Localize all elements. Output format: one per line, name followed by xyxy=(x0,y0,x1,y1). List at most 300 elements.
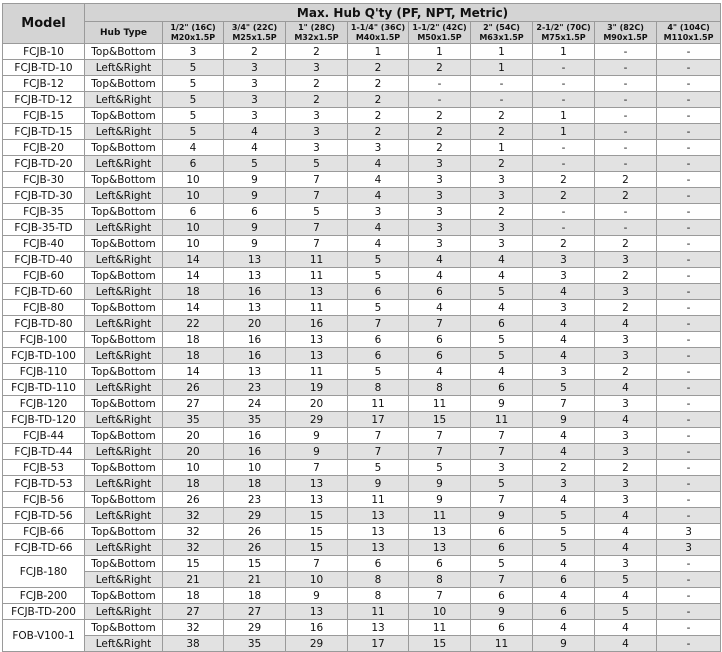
hub-qty-cell: 14 xyxy=(163,300,224,316)
model-name-cell: FCJB-TD-20 xyxy=(3,156,85,172)
hub-qty-cell: 3 xyxy=(595,396,657,412)
hub-qty-cell: 5 xyxy=(595,604,657,620)
hub-qty-cell: 5 xyxy=(286,156,348,172)
hub-qty-cell: - xyxy=(471,76,533,92)
table-row xyxy=(3,556,721,572)
hub-type-cell: Left&Right xyxy=(85,444,163,460)
hub-qty-cell: - xyxy=(595,204,657,220)
hub-qty-cell: 4 xyxy=(471,364,533,380)
hub-qty-cell: 13 xyxy=(348,620,409,636)
hub-qty-cell: 13 xyxy=(286,348,348,364)
hub-qty-cell: 9 xyxy=(348,476,409,492)
size-metric-label: M90x1.5P xyxy=(603,32,648,42)
size-column-header xyxy=(595,22,657,44)
table-row xyxy=(3,428,721,444)
hub-qty-cell: 13 xyxy=(348,508,409,524)
hub-qty-cell: 35 xyxy=(163,412,224,428)
hub-qty-cell: 3 xyxy=(224,92,286,108)
hub-qty-cell: 7 xyxy=(286,188,348,204)
hub-qty-cell: 2 xyxy=(224,44,286,60)
hub-qty-cell: 9 xyxy=(286,428,348,444)
hub-qty-cell: - xyxy=(595,156,657,172)
hub-qty-cell: 5 xyxy=(471,332,533,348)
hub-type-cell: Left&Right xyxy=(85,636,163,652)
hub-qty-cell: 2 xyxy=(471,204,533,220)
hub-qty-cell: 26 xyxy=(163,380,224,396)
hub-qty-cell: 27 xyxy=(163,604,224,620)
hub-qty-cell: - xyxy=(657,620,721,636)
hub-qty-cell: 6 xyxy=(471,380,533,396)
hub-qty-cell: 2 xyxy=(348,108,409,124)
hub-qty-cell: 9 xyxy=(224,188,286,204)
hub-qty-cell: 3 xyxy=(409,172,471,188)
hub-qty-cell: 4 xyxy=(533,332,595,348)
hub-qty-cell: 9 xyxy=(224,172,286,188)
hub-qty-cell: 10 xyxy=(163,236,224,252)
hub-qty-cell: 4 xyxy=(471,268,533,284)
hub-qty-cell: 5 xyxy=(348,460,409,476)
model-name-cell: FCJB-12 xyxy=(3,76,85,92)
hub-qty-cell: 5 xyxy=(533,524,595,540)
table-row xyxy=(3,540,721,556)
hub-qty-cell: 1 xyxy=(471,60,533,76)
hub-qty-cell: 9 xyxy=(533,412,595,428)
hub-type-cell: Left&Right xyxy=(85,380,163,396)
hub-qty-cell: 13 xyxy=(224,268,286,284)
hub-qty-cell: - xyxy=(657,476,721,492)
hub-qty-cell: 14 xyxy=(163,364,224,380)
hub-qty-cell: 20 xyxy=(286,396,348,412)
hub-qty-cell: 20 xyxy=(163,444,224,460)
model-name-cell: FCJB-TD-40 xyxy=(3,252,85,268)
size-column-header xyxy=(657,22,721,44)
hub-qty-cell: 5 xyxy=(348,364,409,380)
table-row xyxy=(3,156,721,172)
hub-qty-cell: - xyxy=(657,92,721,108)
hub-qty-cell: 2 xyxy=(595,364,657,380)
hub-qty-cell: - xyxy=(533,220,595,236)
hub-qty-cell: 19 xyxy=(286,380,348,396)
hub-qty-cell: 4 xyxy=(533,556,595,572)
model-name-cell: FCJB-120 xyxy=(3,396,85,412)
hub-qty-cell: 11 xyxy=(409,620,471,636)
hub-type-cell: Left&Right xyxy=(85,540,163,556)
size-metric-label: M75x1.5P xyxy=(541,32,586,42)
hub-qty-cell: 2 xyxy=(533,460,595,476)
hub-qty-cell: - xyxy=(657,364,721,380)
hub-qty-cell: - xyxy=(595,92,657,108)
hub-qty-cell: 17 xyxy=(348,412,409,428)
hub-qty-cell: 8 xyxy=(348,588,409,604)
hub-qty-cell: - xyxy=(657,284,721,300)
hub-qty-cell: 4 xyxy=(224,140,286,156)
hub-qty-cell: 3 xyxy=(533,476,595,492)
hub-type-cell: Left&Right xyxy=(85,316,163,332)
table-row xyxy=(3,604,721,620)
model-name-cell: FCJB-110 xyxy=(3,364,85,380)
hub-qty-cell: 11 xyxy=(471,636,533,652)
hub-qty-cell: 3 xyxy=(657,524,721,540)
hub-qty-cell: - xyxy=(595,124,657,140)
hub-type-cell: Top&Bottom xyxy=(85,108,163,124)
model-name-cell: FCJB-TD-100 xyxy=(3,348,85,364)
hub-qty-cell: 13 xyxy=(286,476,348,492)
hub-qty-cell: 8 xyxy=(409,380,471,396)
size-column-header xyxy=(409,22,471,44)
hub-qty-cell: 3 xyxy=(409,188,471,204)
hub-qty-cell: 2 xyxy=(595,172,657,188)
hub-qty-cell: - xyxy=(657,60,721,76)
hub-qty-cell: 13 xyxy=(286,284,348,300)
hub-qty-cell: 1 xyxy=(348,44,409,60)
size-inch-label: 3/4" (22C) xyxy=(231,22,278,32)
hub-qty-cell: 4 xyxy=(533,588,595,604)
hub-qty-cell: 6 xyxy=(409,348,471,364)
hub-qty-cell: 4 xyxy=(409,364,471,380)
hub-qty-cell: 21 xyxy=(224,572,286,588)
hub-qty-cell: - xyxy=(657,556,721,572)
hub-qty-cell: 10 xyxy=(163,188,224,204)
hub-type-cell: Top&Bottom xyxy=(85,332,163,348)
hub-qty-cell: 29 xyxy=(286,636,348,652)
table-row xyxy=(3,460,721,476)
hub-qty-cell: 4 xyxy=(595,588,657,604)
hub-qty-cell: - xyxy=(657,108,721,124)
hub-qty-cell: 4 xyxy=(409,268,471,284)
hub-type-cell: Top&Bottom xyxy=(85,172,163,188)
hub-qty-cell: 23 xyxy=(224,380,286,396)
hub-qty-cell: 7 xyxy=(409,316,471,332)
hub-qty-cell: 3 xyxy=(409,236,471,252)
hub-qty-cell: 4 xyxy=(409,252,471,268)
hub-qty-cell: 2 xyxy=(409,140,471,156)
table-row xyxy=(3,124,721,140)
hub-qty-cell: 1 xyxy=(471,140,533,156)
hub-type-cell: Top&Bottom xyxy=(85,268,163,284)
hub-qty-cell: 5 xyxy=(163,108,224,124)
hub-qty-cell: 3 xyxy=(595,476,657,492)
hub-type-cell: Top&Bottom xyxy=(85,236,163,252)
hub-qty-cell: 15 xyxy=(286,508,348,524)
hub-qty-cell: 4 xyxy=(533,316,595,332)
hub-qty-cell: 2 xyxy=(286,44,348,60)
table-row xyxy=(3,204,721,220)
hub-qty-cell: 4 xyxy=(533,444,595,460)
hub-qty-cell: 3 xyxy=(471,236,533,252)
hub-qty-cell: 3 xyxy=(657,540,721,556)
hub-qty-cell: 2 xyxy=(348,60,409,76)
hub-qty-cell: 6 xyxy=(348,556,409,572)
hub-qty-cell: 24 xyxy=(224,396,286,412)
hub-qty-cell: 7 xyxy=(286,220,348,236)
size-inch-label: 1" (28C) xyxy=(298,22,335,32)
model-name-cell: FCJB-TD-66 xyxy=(3,540,85,556)
hub-qty-cell: 5 xyxy=(595,572,657,588)
table-row xyxy=(3,172,721,188)
model-name-cell: FCJB-56 xyxy=(3,492,85,508)
hub-qty-cell: 7 xyxy=(409,588,471,604)
table-row xyxy=(3,444,721,460)
hub-qty-cell: 3 xyxy=(409,204,471,220)
hub-qty-cell: 26 xyxy=(224,540,286,556)
table-row xyxy=(3,524,721,540)
hub-qty-cell: 4 xyxy=(348,220,409,236)
max-hub-qty-header: Max. Hub Q'ty (PF, NPT, Metric) xyxy=(85,4,721,22)
hub-type-cell: Left&Right xyxy=(85,508,163,524)
hub-qty-cell: 2 xyxy=(471,156,533,172)
hub-qty-cell: 17 xyxy=(348,636,409,652)
hub-qty-cell: 3 xyxy=(471,220,533,236)
hub-qty-cell: 4 xyxy=(348,172,409,188)
hub-qty-cell: 4 xyxy=(595,524,657,540)
hub-type-cell: Left&Right xyxy=(85,476,163,492)
hub-qty-cell: 15 xyxy=(409,636,471,652)
hub-type-cell: Left&Right xyxy=(85,92,163,108)
hub-qty-cell: 6 xyxy=(471,316,533,332)
hub-qty-cell: 7 xyxy=(348,444,409,460)
hub-qty-cell: 14 xyxy=(163,268,224,284)
hub-qty-cell: 20 xyxy=(224,316,286,332)
hub-qty-cell: 20 xyxy=(163,428,224,444)
hub-qty-cell: 13 xyxy=(348,524,409,540)
hub-qty-cell: 32 xyxy=(163,620,224,636)
hub-qty-cell: 7 xyxy=(471,444,533,460)
hub-qty-cell: 2 xyxy=(348,76,409,92)
hub-qty-cell: 38 xyxy=(163,636,224,652)
hub-qty-cell: 16 xyxy=(224,348,286,364)
size-metric-label: M63x1.5P xyxy=(479,32,524,42)
hub-qty-cell: 29 xyxy=(224,620,286,636)
hub-qty-cell: - xyxy=(595,140,657,156)
model-name-cell: FCJB-TD-12 xyxy=(3,92,85,108)
hub-qty-cell: 13 xyxy=(224,252,286,268)
hub-qty-cell: 6 xyxy=(533,604,595,620)
hub-qty-cell: 3 xyxy=(409,220,471,236)
table-row xyxy=(3,412,721,428)
hub-qty-cell: - xyxy=(657,348,721,364)
hub-qty-cell: 22 xyxy=(163,316,224,332)
hub-qty-cell: 11 xyxy=(286,300,348,316)
table-row xyxy=(3,508,721,524)
hub-qty-cell: 9 xyxy=(224,220,286,236)
hub-type-cell: Top&Bottom xyxy=(85,428,163,444)
hub-qty-cell: 14 xyxy=(163,252,224,268)
table-row xyxy=(3,492,721,508)
hub-qty-cell: 5 xyxy=(471,284,533,300)
hub-qty-cell: 15 xyxy=(286,524,348,540)
hub-qty-cell: 4 xyxy=(533,492,595,508)
hub-qty-cell: 3 xyxy=(286,108,348,124)
hub-qty-cell: 11 xyxy=(286,268,348,284)
hub-qty-cell: 4 xyxy=(533,428,595,444)
hub-qty-cell: 4 xyxy=(409,300,471,316)
hub-qty-cell: 6 xyxy=(224,204,286,220)
hub-qty-cell: 11 xyxy=(348,492,409,508)
hub-qty-cell: 32 xyxy=(163,508,224,524)
hub-qty-cell: 5 xyxy=(163,60,224,76)
hub-qty-cell: - xyxy=(409,76,471,92)
hub-quantity-table xyxy=(2,3,721,652)
hub-qty-cell: 7 xyxy=(286,556,348,572)
hub-qty-cell: 32 xyxy=(163,524,224,540)
hub-qty-cell: 15 xyxy=(409,412,471,428)
hub-qty-cell: 13 xyxy=(286,332,348,348)
hub-type-cell: Left&Right xyxy=(85,412,163,428)
hub-qty-cell: 6 xyxy=(471,524,533,540)
hub-qty-cell: 9 xyxy=(286,444,348,460)
hub-qty-cell: 3 xyxy=(533,300,595,316)
hub-qty-cell: 11 xyxy=(409,508,471,524)
size-inch-label: 3" (82C) xyxy=(607,22,644,32)
hub-type-cell: Top&Bottom xyxy=(85,300,163,316)
hub-qty-cell: 16 xyxy=(286,620,348,636)
model-name-cell: FCJB-10 xyxy=(3,44,85,60)
hub-qty-cell: 10 xyxy=(163,172,224,188)
model-name-cell: FCJB-TD-30 xyxy=(3,188,85,204)
hub-qty-cell: 6 xyxy=(163,156,224,172)
hub-qty-cell: 5 xyxy=(163,124,224,140)
hub-qty-cell: 11 xyxy=(409,396,471,412)
hub-qty-cell: 7 xyxy=(348,316,409,332)
hub-qty-cell: 3 xyxy=(595,428,657,444)
model-name-cell: FCJB-TD-44 xyxy=(3,444,85,460)
hub-qty-cell: - xyxy=(657,332,721,348)
hub-qty-cell: 2 xyxy=(595,236,657,252)
hub-type-cell: Top&Bottom xyxy=(85,364,163,380)
hub-qty-cell: 5 xyxy=(348,252,409,268)
hub-qty-cell: 4 xyxy=(595,636,657,652)
hub-qty-cell: 3 xyxy=(224,108,286,124)
hub-qty-cell: 2 xyxy=(533,236,595,252)
hub-qty-cell: - xyxy=(533,204,595,220)
hub-qty-cell: 6 xyxy=(533,572,595,588)
table-row xyxy=(3,364,721,380)
size-column-header xyxy=(286,22,348,44)
model-name-cell: FCJB-40 xyxy=(3,236,85,252)
hub-qty-cell: 8 xyxy=(348,380,409,396)
hub-qty-cell: 4 xyxy=(224,124,286,140)
hub-qty-cell: - xyxy=(409,92,471,108)
hub-qty-cell: 18 xyxy=(163,284,224,300)
size-metric-label: M25x1.5P xyxy=(232,32,277,42)
table-body xyxy=(3,44,721,652)
hub-qty-cell: 2 xyxy=(595,460,657,476)
hub-qty-cell: 1 xyxy=(533,124,595,140)
hub-qty-cell: - xyxy=(595,108,657,124)
size-metric-label: M110x1.5P xyxy=(663,32,714,42)
size-column-header xyxy=(224,22,286,44)
hub-qty-cell: 35 xyxy=(224,636,286,652)
model-name-cell: FCJB-44 xyxy=(3,428,85,444)
hub-qty-cell: 11 xyxy=(348,604,409,620)
hub-qty-cell: 4 xyxy=(595,316,657,332)
hub-qty-cell: 5 xyxy=(533,508,595,524)
hub-qty-cell: 6 xyxy=(471,588,533,604)
hub-qty-cell: 9 xyxy=(533,636,595,652)
model-name-cell: FOB-V100-1 xyxy=(3,620,85,652)
hub-qty-cell: 7 xyxy=(471,572,533,588)
hub-qty-cell: 15 xyxy=(286,540,348,556)
hub-qty-cell: 4 xyxy=(533,620,595,636)
hub-qty-cell: 18 xyxy=(163,348,224,364)
size-inch-label: 1-1/4" (36C) xyxy=(350,22,406,32)
hub-qty-cell: 16 xyxy=(224,444,286,460)
hub-qty-cell: 7 xyxy=(471,428,533,444)
hub-qty-cell: - xyxy=(533,76,595,92)
hub-qty-cell: 18 xyxy=(224,588,286,604)
hub-qty-cell: 1 xyxy=(471,44,533,60)
hub-qty-cell: 4 xyxy=(533,348,595,364)
model-name-cell: FCJB-TD-53 xyxy=(3,476,85,492)
model-name-cell: FCJB-35-TD xyxy=(3,220,85,236)
hub-qty-cell: 2 xyxy=(595,268,657,284)
hub-type-cell: Left&Right xyxy=(85,348,163,364)
hub-qty-cell: 2 xyxy=(595,188,657,204)
hub-qty-cell: 5 xyxy=(471,556,533,572)
hub-qty-cell: - xyxy=(657,44,721,60)
hub-qty-cell: 23 xyxy=(224,492,286,508)
hub-qty-cell: 2 xyxy=(286,76,348,92)
hub-qty-cell: 16 xyxy=(224,284,286,300)
hub-qty-cell: 13 xyxy=(286,492,348,508)
size-inch-label: 1/2" (16C) xyxy=(170,22,216,32)
model-name-cell: FCJB-TD-15 xyxy=(3,124,85,140)
hub-qty-cell: 5 xyxy=(533,380,595,396)
hub-qty-cell: 6 xyxy=(163,204,224,220)
hub-qty-cell: 3 xyxy=(348,204,409,220)
hub-qty-cell: 18 xyxy=(224,476,286,492)
hub-qty-cell: 10 xyxy=(409,604,471,620)
size-inch-label: 4" (104C) xyxy=(667,22,710,32)
hub-qty-cell: 7 xyxy=(409,428,471,444)
table-header xyxy=(3,4,721,44)
table-row xyxy=(3,44,721,60)
hub-qty-cell: 4 xyxy=(348,156,409,172)
hub-qty-cell: 5 xyxy=(533,540,595,556)
hub-qty-cell: 10 xyxy=(163,220,224,236)
hub-qty-cell: - xyxy=(657,220,721,236)
hub-type-cell: Left&Right xyxy=(85,60,163,76)
hub-qty-cell: - xyxy=(657,76,721,92)
hub-qty-cell: 5 xyxy=(224,156,286,172)
hub-qty-cell: 6 xyxy=(409,332,471,348)
hub-type-cell: Left&Right xyxy=(85,284,163,300)
hub-qty-cell: - xyxy=(533,156,595,172)
hub-type-cell: Top&Bottom xyxy=(85,620,163,636)
size-column-header xyxy=(348,22,409,44)
size-inch-label: 2-1/2" (70C) xyxy=(536,22,591,32)
hub-qty-cell: 2 xyxy=(533,172,595,188)
hub-qty-cell: - xyxy=(657,460,721,476)
model-column-header: Model xyxy=(3,4,85,44)
model-name-cell: FCJB-TD-200 xyxy=(3,604,85,620)
model-name-cell: FCJB-TD-120 xyxy=(3,412,85,428)
hub-qty-cell: - xyxy=(595,220,657,236)
hub-qty-cell: 27 xyxy=(163,396,224,412)
hub-qty-cell: 5 xyxy=(163,92,224,108)
model-name-cell: FCJB-35 xyxy=(3,204,85,220)
model-name-cell: FCJB-80 xyxy=(3,300,85,316)
hub-qty-cell: - xyxy=(657,300,721,316)
table-row xyxy=(3,316,721,332)
hub-type-cell: Left&Right xyxy=(85,220,163,236)
table-row xyxy=(3,476,721,492)
hub-qty-cell: 2 xyxy=(409,60,471,76)
model-name-cell: FCJB-66 xyxy=(3,524,85,540)
hub-qty-cell: 4 xyxy=(533,284,595,300)
hub-qty-cell: - xyxy=(657,636,721,652)
hub-type-cell: Top&Bottom xyxy=(85,44,163,60)
